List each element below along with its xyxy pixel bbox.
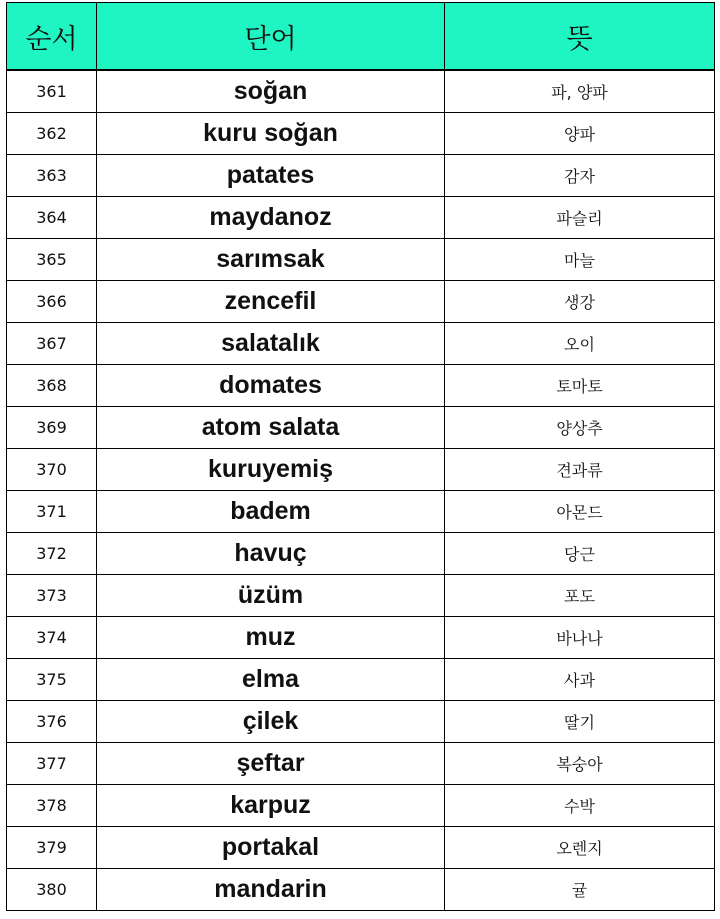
word-cell: patates <box>97 155 445 197</box>
meaning-cell: 파슬리 <box>445 197 715 239</box>
table-row <box>7 365 715 407</box>
meaning-cell: 포도 <box>445 575 715 617</box>
table-row <box>7 659 715 701</box>
order-cell: 365 <box>7 239 97 281</box>
table-body <box>7 70 715 911</box>
table-row <box>7 239 715 281</box>
word-cell: maydanoz <box>97 197 445 239</box>
order-cell: 370 <box>7 449 97 491</box>
word-cell: soğan <box>97 70 445 113</box>
order-cell: 374 <box>7 617 97 659</box>
table-row <box>7 575 715 617</box>
word-cell: çilek <box>97 701 445 743</box>
table-row <box>7 827 715 869</box>
order-cell: 364 <box>7 197 97 239</box>
table-row <box>7 113 715 155</box>
order-cell: 376 <box>7 701 97 743</box>
table-row <box>7 281 715 323</box>
meaning-cell: 생강 <box>445 281 715 323</box>
table-row <box>7 701 715 743</box>
meaning-cell: 견과류 <box>445 449 715 491</box>
table-row <box>7 869 715 911</box>
meaning-cell: 수박 <box>445 785 715 827</box>
meaning-cell: 감자 <box>445 155 715 197</box>
table-row <box>7 323 715 365</box>
order-cell: 371 <box>7 491 97 533</box>
meaning-cell: 복숭아 <box>445 743 715 785</box>
meaning-cell: 토마토 <box>445 365 715 407</box>
order-cell: 380 <box>7 869 97 911</box>
word-cell: domates <box>97 365 445 407</box>
meaning-cell: 마늘 <box>445 239 715 281</box>
order-cell: 379 <box>7 827 97 869</box>
word-cell: üzüm <box>97 575 445 617</box>
table-row <box>7 785 715 827</box>
word-cell: zencefil <box>97 281 445 323</box>
meaning-cell: 귤 <box>445 869 715 911</box>
table-row <box>7 70 715 113</box>
meaning-cell: 사과 <box>445 659 715 701</box>
header-row <box>7 3 715 71</box>
word-cell: portakal <box>97 827 445 869</box>
order-cell: 363 <box>7 155 97 197</box>
table-row <box>7 155 715 197</box>
meaning-cell: 양상추 <box>445 407 715 449</box>
meaning-cell: 파, 양파 <box>445 70 715 113</box>
header-order: 순서 <box>7 3 97 71</box>
meaning-cell: 양파 <box>445 113 715 155</box>
word-cell: kuruyemiş <box>97 449 445 491</box>
word-cell: sarımsak <box>97 239 445 281</box>
word-cell: atom salata <box>97 407 445 449</box>
word-cell: mandarin <box>97 869 445 911</box>
header-meaning: 뜻 <box>445 3 715 71</box>
vocabulary-table <box>6 2 715 911</box>
order-cell: 362 <box>7 113 97 155</box>
order-cell: 378 <box>7 785 97 827</box>
word-cell: muz <box>97 617 445 659</box>
meaning-cell: 오렌지 <box>445 827 715 869</box>
meaning-cell: 당근 <box>445 533 715 575</box>
order-cell: 373 <box>7 575 97 617</box>
order-cell: 368 <box>7 365 97 407</box>
word-cell: kuru soğan <box>97 113 445 155</box>
table-row <box>7 491 715 533</box>
order-cell: 377 <box>7 743 97 785</box>
word-cell: karpuz <box>97 785 445 827</box>
order-cell: 372 <box>7 533 97 575</box>
meaning-cell: 바나나 <box>445 617 715 659</box>
word-cell: salatalık <box>97 323 445 365</box>
order-cell: 375 <box>7 659 97 701</box>
word-cell: badem <box>97 491 445 533</box>
table-row <box>7 407 715 449</box>
table-row <box>7 743 715 785</box>
meaning-cell: 딸기 <box>445 701 715 743</box>
order-cell: 369 <box>7 407 97 449</box>
meaning-cell: 오이 <box>445 323 715 365</box>
word-cell: havuç <box>97 533 445 575</box>
table-row <box>7 533 715 575</box>
word-cell: şeftar <box>97 743 445 785</box>
order-cell: 366 <box>7 281 97 323</box>
table-row <box>7 197 715 239</box>
header-word: 단어 <box>97 3 445 71</box>
order-cell: 367 <box>7 323 97 365</box>
table-row <box>7 617 715 659</box>
table-row <box>7 449 715 491</box>
meaning-cell: 아몬드 <box>445 491 715 533</box>
word-cell: elma <box>97 659 445 701</box>
order-cell: 361 <box>7 70 97 113</box>
